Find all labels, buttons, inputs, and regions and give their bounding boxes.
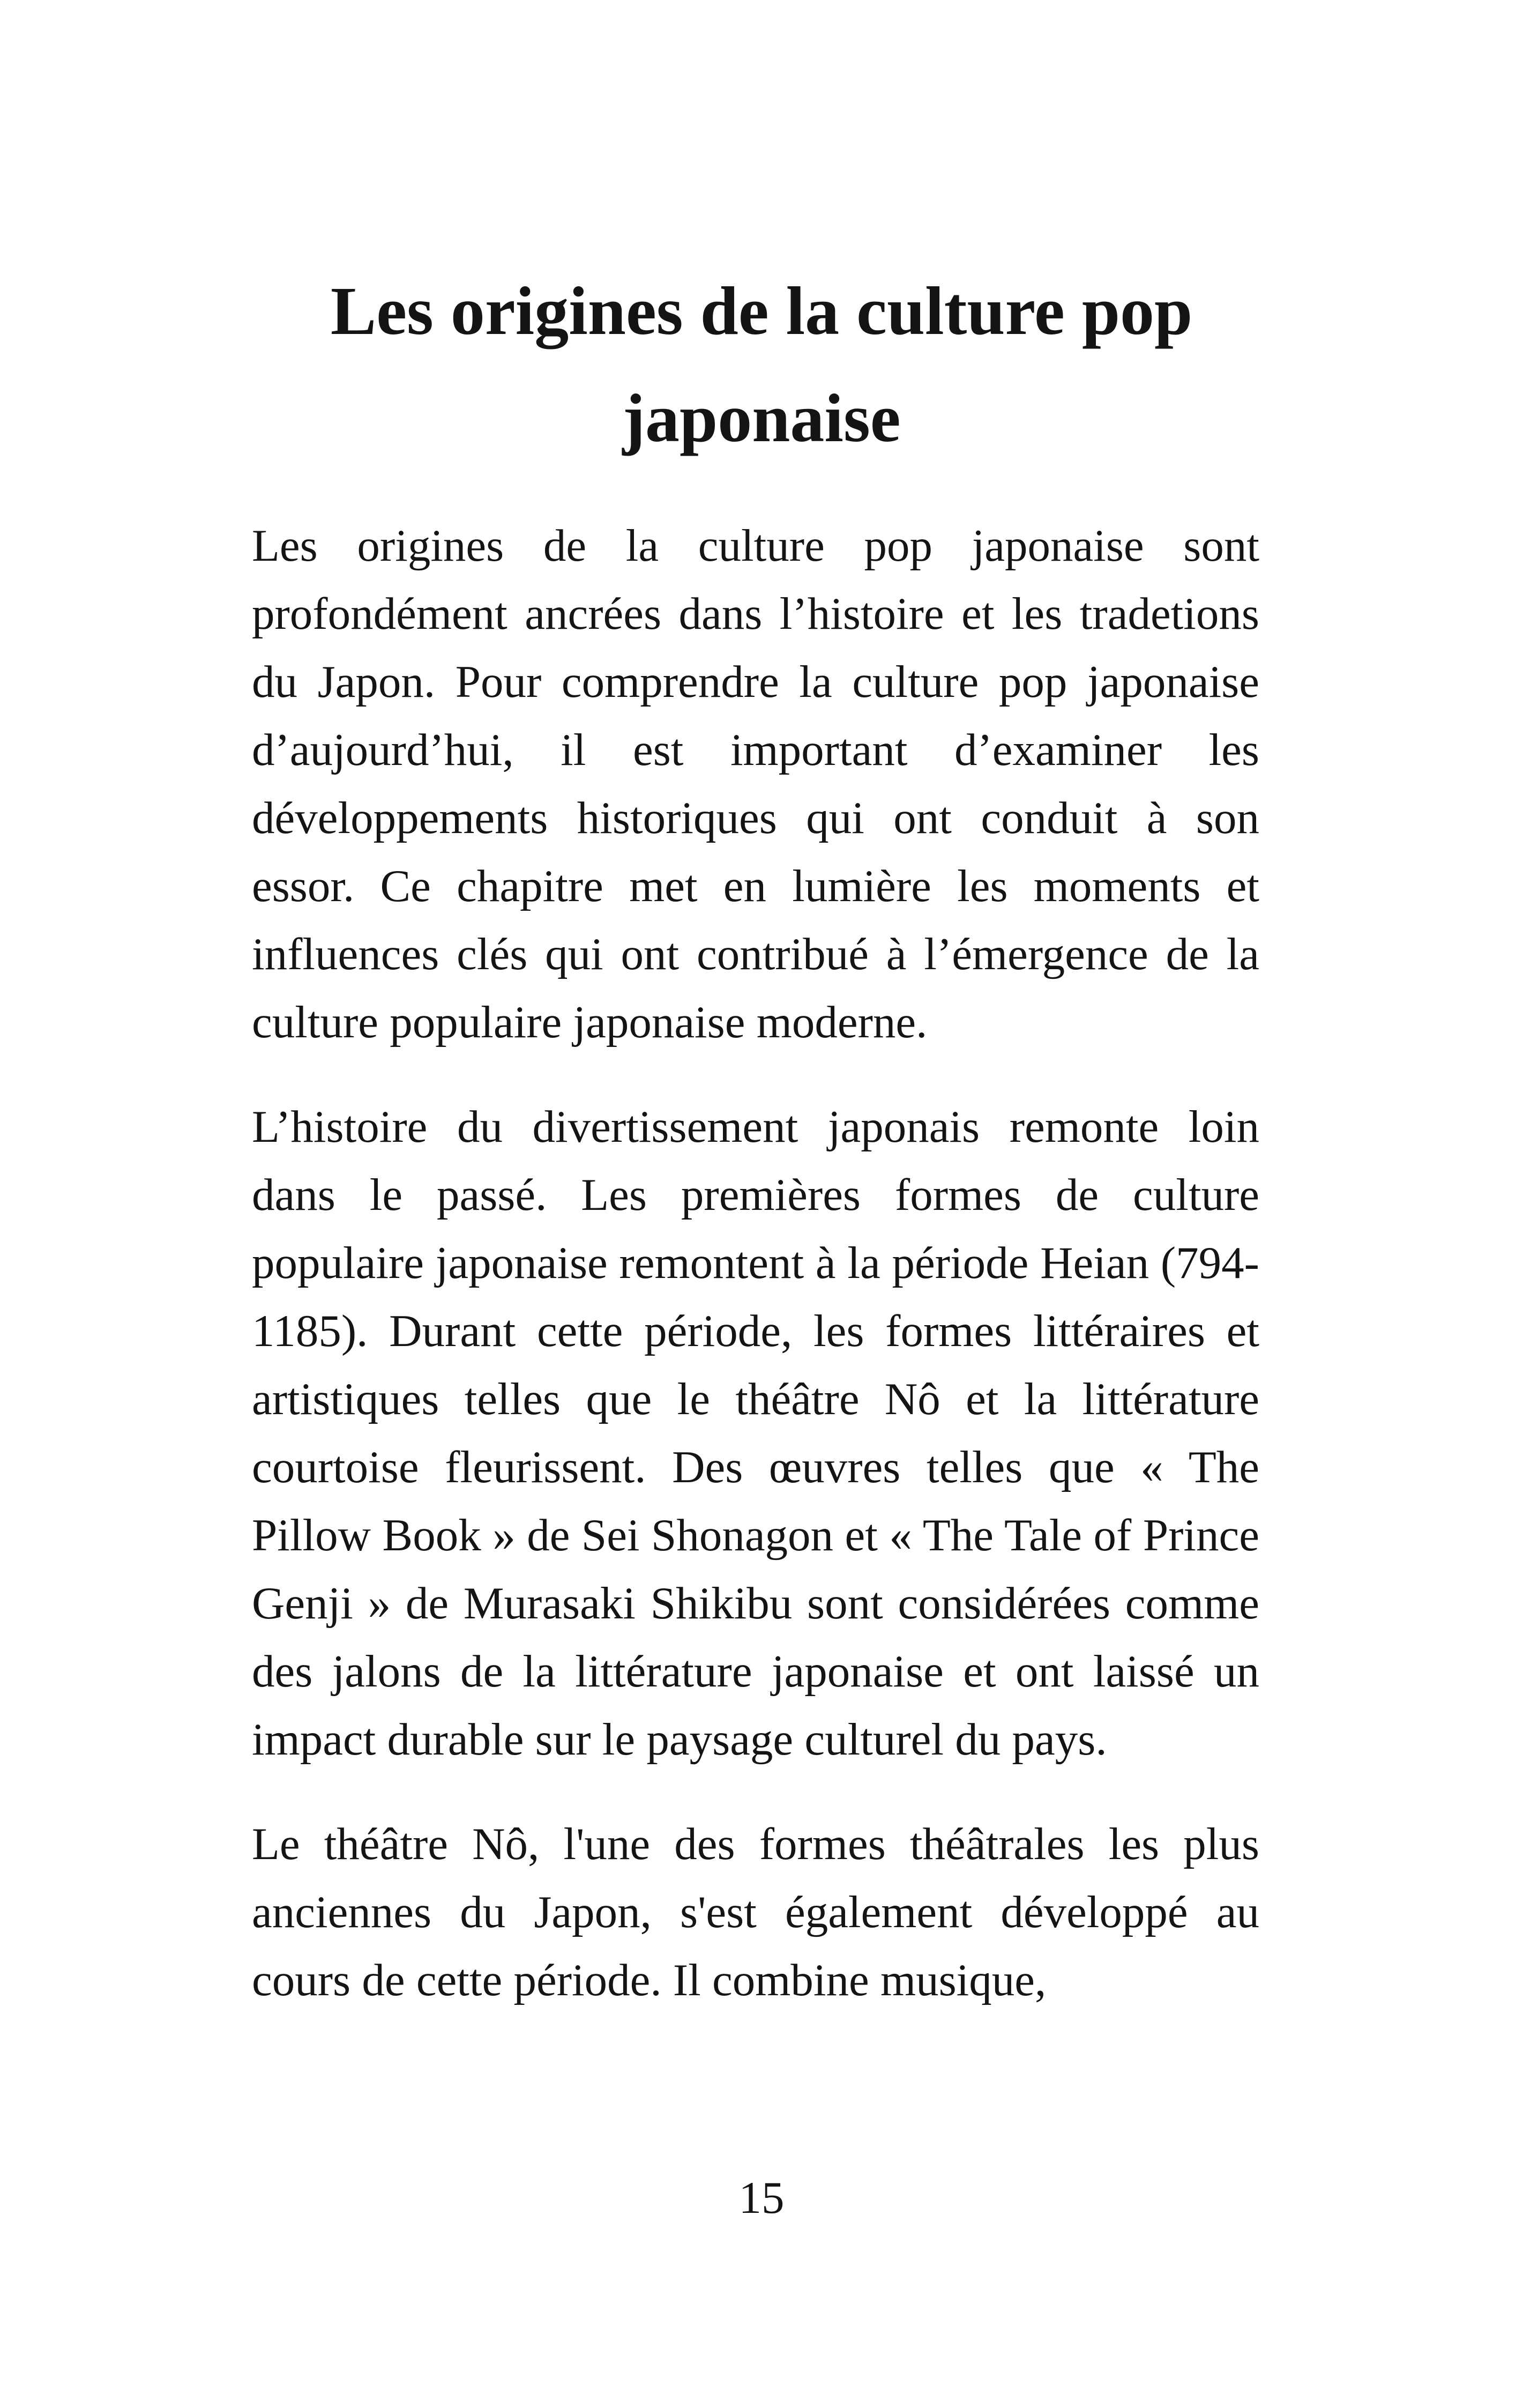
page-number: 15 — [738, 2173, 785, 2223]
paragraph-1: Les origines de la culture pop japonaise sont profondément ancrées dans l’histoire et les tradetions du Japon. Pour comprendre la culture pop japonaise d’aujourd’hui, il est important d’examiner les développements historiques qui ont conduit à son essor. Ce chapitre met en lumière les moments et influences clés qui ont contribué à l’émergence de la culture populaire japonaise moderne. — [252, 521, 1259, 1047]
paragraph-3: Le théâtre Nô, l'une des formes théâtrales les plus anciennes du Japon, s'est également développé au cours de cette période. Il combine musique, — [252, 1819, 1259, 2005]
paragraph-2: L’histoire du divertissement japonais remonte loin dans le passé. Les premières formes de culture populaire japonaise remontent à la période Heian (794-1185). Durant cette période, les formes littéraires et artistiques telles que le théâtre Nô et la littérature courtoise fleurissent. Des œuvres telles que « The Pillow Book » de Sei Shonagon et « The Tale of Prince Genji » de Murasaki Shikibu sont considérées comme des jalons de la littérature japonaise et ont laissé un impact durable sur le paysage culturel du pays. — [252, 1102, 1259, 1765]
chapter-title: Les origines de la culture pop japonaise — [330, 273, 1193, 456]
body-text — [252, 512, 1259, 2051]
